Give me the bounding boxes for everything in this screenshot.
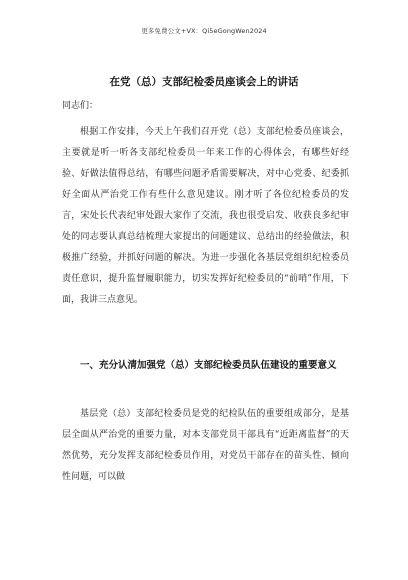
- section-heading: 一、充分认清加强党（总）支部纪检委员队伍建设的重要意义: [80, 360, 337, 371]
- salutation: 同志们：: [62, 101, 99, 111]
- header-note: 更多免费公文+VX：Qi5eGongWen2024: [141, 27, 267, 35]
- body-paragraph: 根据工作安排，今天上午我们召开党（总）支部纪检委员座谈会，主要就是听一听各支部纪检委员一年来工作的心得体会，有哪些好经验、好做法值得总结，有哪些问题矛盾需要解决，对中心党委、纪委抓好全面从严治党工作有些什么意见建议。刚才听了各位纪检委员的发言，宋处长代表纪审处跟大家作了交流，我也很受启发、收获良多纪审处的同志要认真总结梳理大家提出的问题建议、总结出的经验做法，积极推广经验，并抓好问题的解决。为进一步强化各基层党组织纪检委员责任意识，提升监督履职能力，切实发挥好纪检委员的“前哨”作用，下面，我讲三点意见。: [62, 127, 349, 305]
- document-title: 在党（总）支部纪检委员座谈会上的讲话: [109, 76, 299, 88]
- body-paragraph: 基层党（总）支部纪检委员是党的纪检队伍的重要组成部分，是基层全面从严治党的重要力量，对本支部党员干部具有“近距离监督”的天然优势，充分发挥支部纪检委员作用，对党员干部存在的苗头性、倾向性问题，可以做: [62, 409, 349, 482]
